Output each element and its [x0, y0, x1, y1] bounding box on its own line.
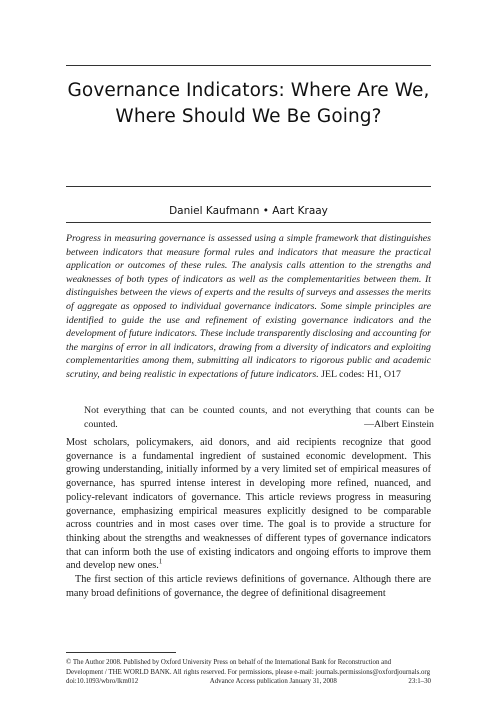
- title-rule: [66, 186, 431, 187]
- footer: [66, 658, 431, 687]
- abstract-text: Progress in measuring governance is assessed using a simple framework that distinguishes between indicators that measure formal rules and indicators that measure the practical application or outcomes of these rules. The analysis calls attention to the strengths and weaknesses of both types of indicators as well as the complementarities between them. It distinguishes between the views of experts and the results of surveys and assesses the merits of aggregate as opposed to individual governance indicators. Some simple principles are identified to guide the use and refinement of existing governance indicators and the development of future indicators. These include transparently disclosing and accounting for the margins of error in all indicators, drawing from a diversity of indicators and exploiting complementarities among them, submitting all indicators to rigorous public and academic scrutiny, and being realistic in expectations of future indicators.: [66, 233, 431, 380]
- copyright-line-2: Development / THE WORLD BANK. All rights reserved. For permissions, please e-mail: journals.permissions@oxfordjournals.org: [66, 668, 431, 676]
- title-line-2: Where Should We Be Going?: [115, 106, 382, 127]
- title-line-1: Governance Indicators: Where Are We,: [67, 80, 430, 101]
- paragraph-2: The first section of this article reviews definitions of governance. Although there are many broad definitions of governance, the degree of definitional disagreement: [66, 574, 431, 599]
- authors: Daniel Kaufmann • Aart Kraay: [169, 205, 328, 217]
- authors-rule: [66, 222, 431, 223]
- paragraph-1-text: Most scholars, policymakers, aid donors, and aid recipients recognize that good governance is a fundamental ingredient of sustained economic development. This growing understanding, initially informed by a very limited set of empirical measures of governance, has spurred intense interest in developing more refined, nuanced, and policy-relevant indicators of governance. This article reviews progress in measuring governance, emphasizing empirical measures explicitly designed to be comparable across countries and in most cases over time. The goal is to provide a structure for thinking about the strengths and weaknesses of different types of governance indicators that can inform both the use of existing indicators and ongoing efforts to improve them and develop new ones.: [66, 437, 431, 572]
- body-text: [66, 436, 431, 600]
- jel-codes: JEL codes: H1, O17: [321, 368, 401, 380]
- epigraph: [84, 404, 434, 431]
- paragraph-1: [66, 436, 431, 573]
- advance-access: Advance Access publication January 31, 2008: [209, 678, 337, 685]
- page-range: 23:1–30: [408, 678, 431, 685]
- footer-meta-row: [66, 677, 431, 687]
- footnote-marker[interactable]: 1: [158, 557, 163, 566]
- doi[interactable]: doi:10.1093/wbro/lkm012: [66, 678, 139, 685]
- copyright-line-1: © The Author 2008. Published by Oxford University Press on behalf of the International Bank for Reconstruction and: [66, 659, 392, 666]
- top-rule: [66, 65, 431, 66]
- article-title: [40, 78, 457, 130]
- epigraph-text: Not everything that can be counted counts, and not everything that counts can be counted.: [84, 405, 434, 430]
- epigraph-attribution: —Albert Einstein: [364, 418, 434, 430]
- abstract: [66, 232, 431, 382]
- footer-rule: [66, 652, 176, 653]
